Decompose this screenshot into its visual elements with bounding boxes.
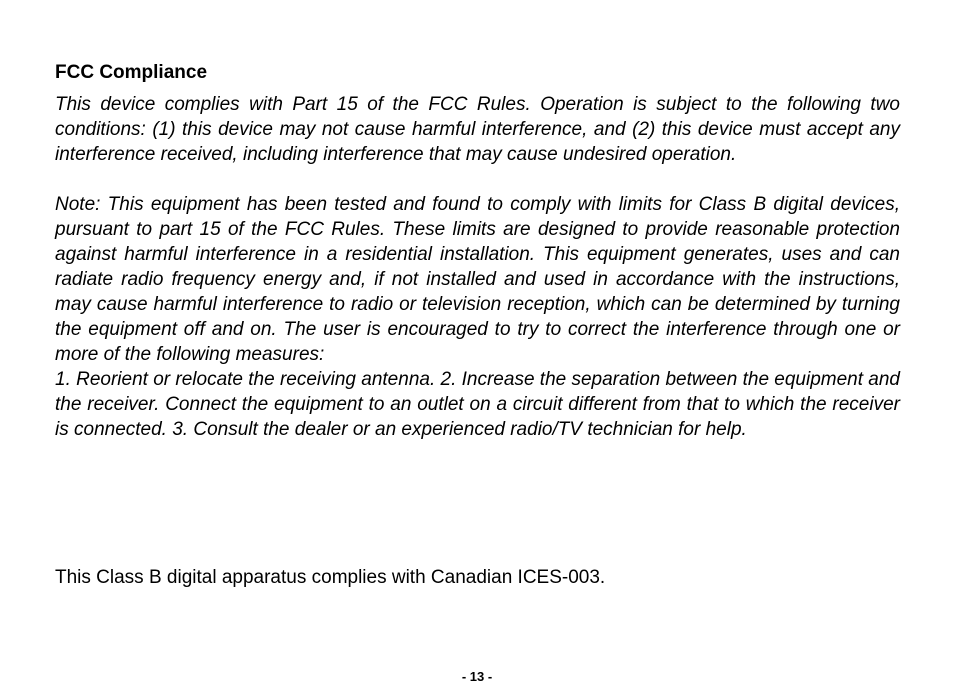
- section-heading: FCC Compliance: [55, 62, 208, 83]
- fcc-measures-paragraph: 1. Reorient or relocate the receiving antenna. 2. Increase the separation between the equipment and the receiver. Connect the equipment to an outlet on a circuit different from that to which the receiver is connected. 3. Consult the dealer or an experienced radio/TV technician for help.: [55, 369, 900, 440]
- canada-ices-statement: This Class B digital apparatus complies with Canadian ICES-003.: [55, 567, 606, 588]
- page-number: - 13 -: [461, 669, 493, 684]
- document-body: [55, 60, 900, 442]
- fcc-conditions-paragraph: This device complies with Part 15 of the FCC Rules. Operation is subject to the following two conditions: (1) this device may not cause harmful interference, and (2) this device must accept any interference received, including interference that may cause undesired operation.: [55, 94, 900, 165]
- fcc-note-paragraph: Note: This equipment has been tested and found to comply with limits for Class B digital devices, pursuant to part 15 of the FCC Rules. These limits are designed to provide reasonable protection against harmful interference in a residential installation. This equipment generates, uses and can radiate radio frequency energy and, if not installed and used in accordance with the instructions, may cause harmful interference to radio or television reception, which can be determined by turning the equipment off and on. The user is encouraged to try to correct the interference through one or more of the following measures:: [55, 194, 900, 365]
- paragraph-spacer: [55, 167, 900, 192]
